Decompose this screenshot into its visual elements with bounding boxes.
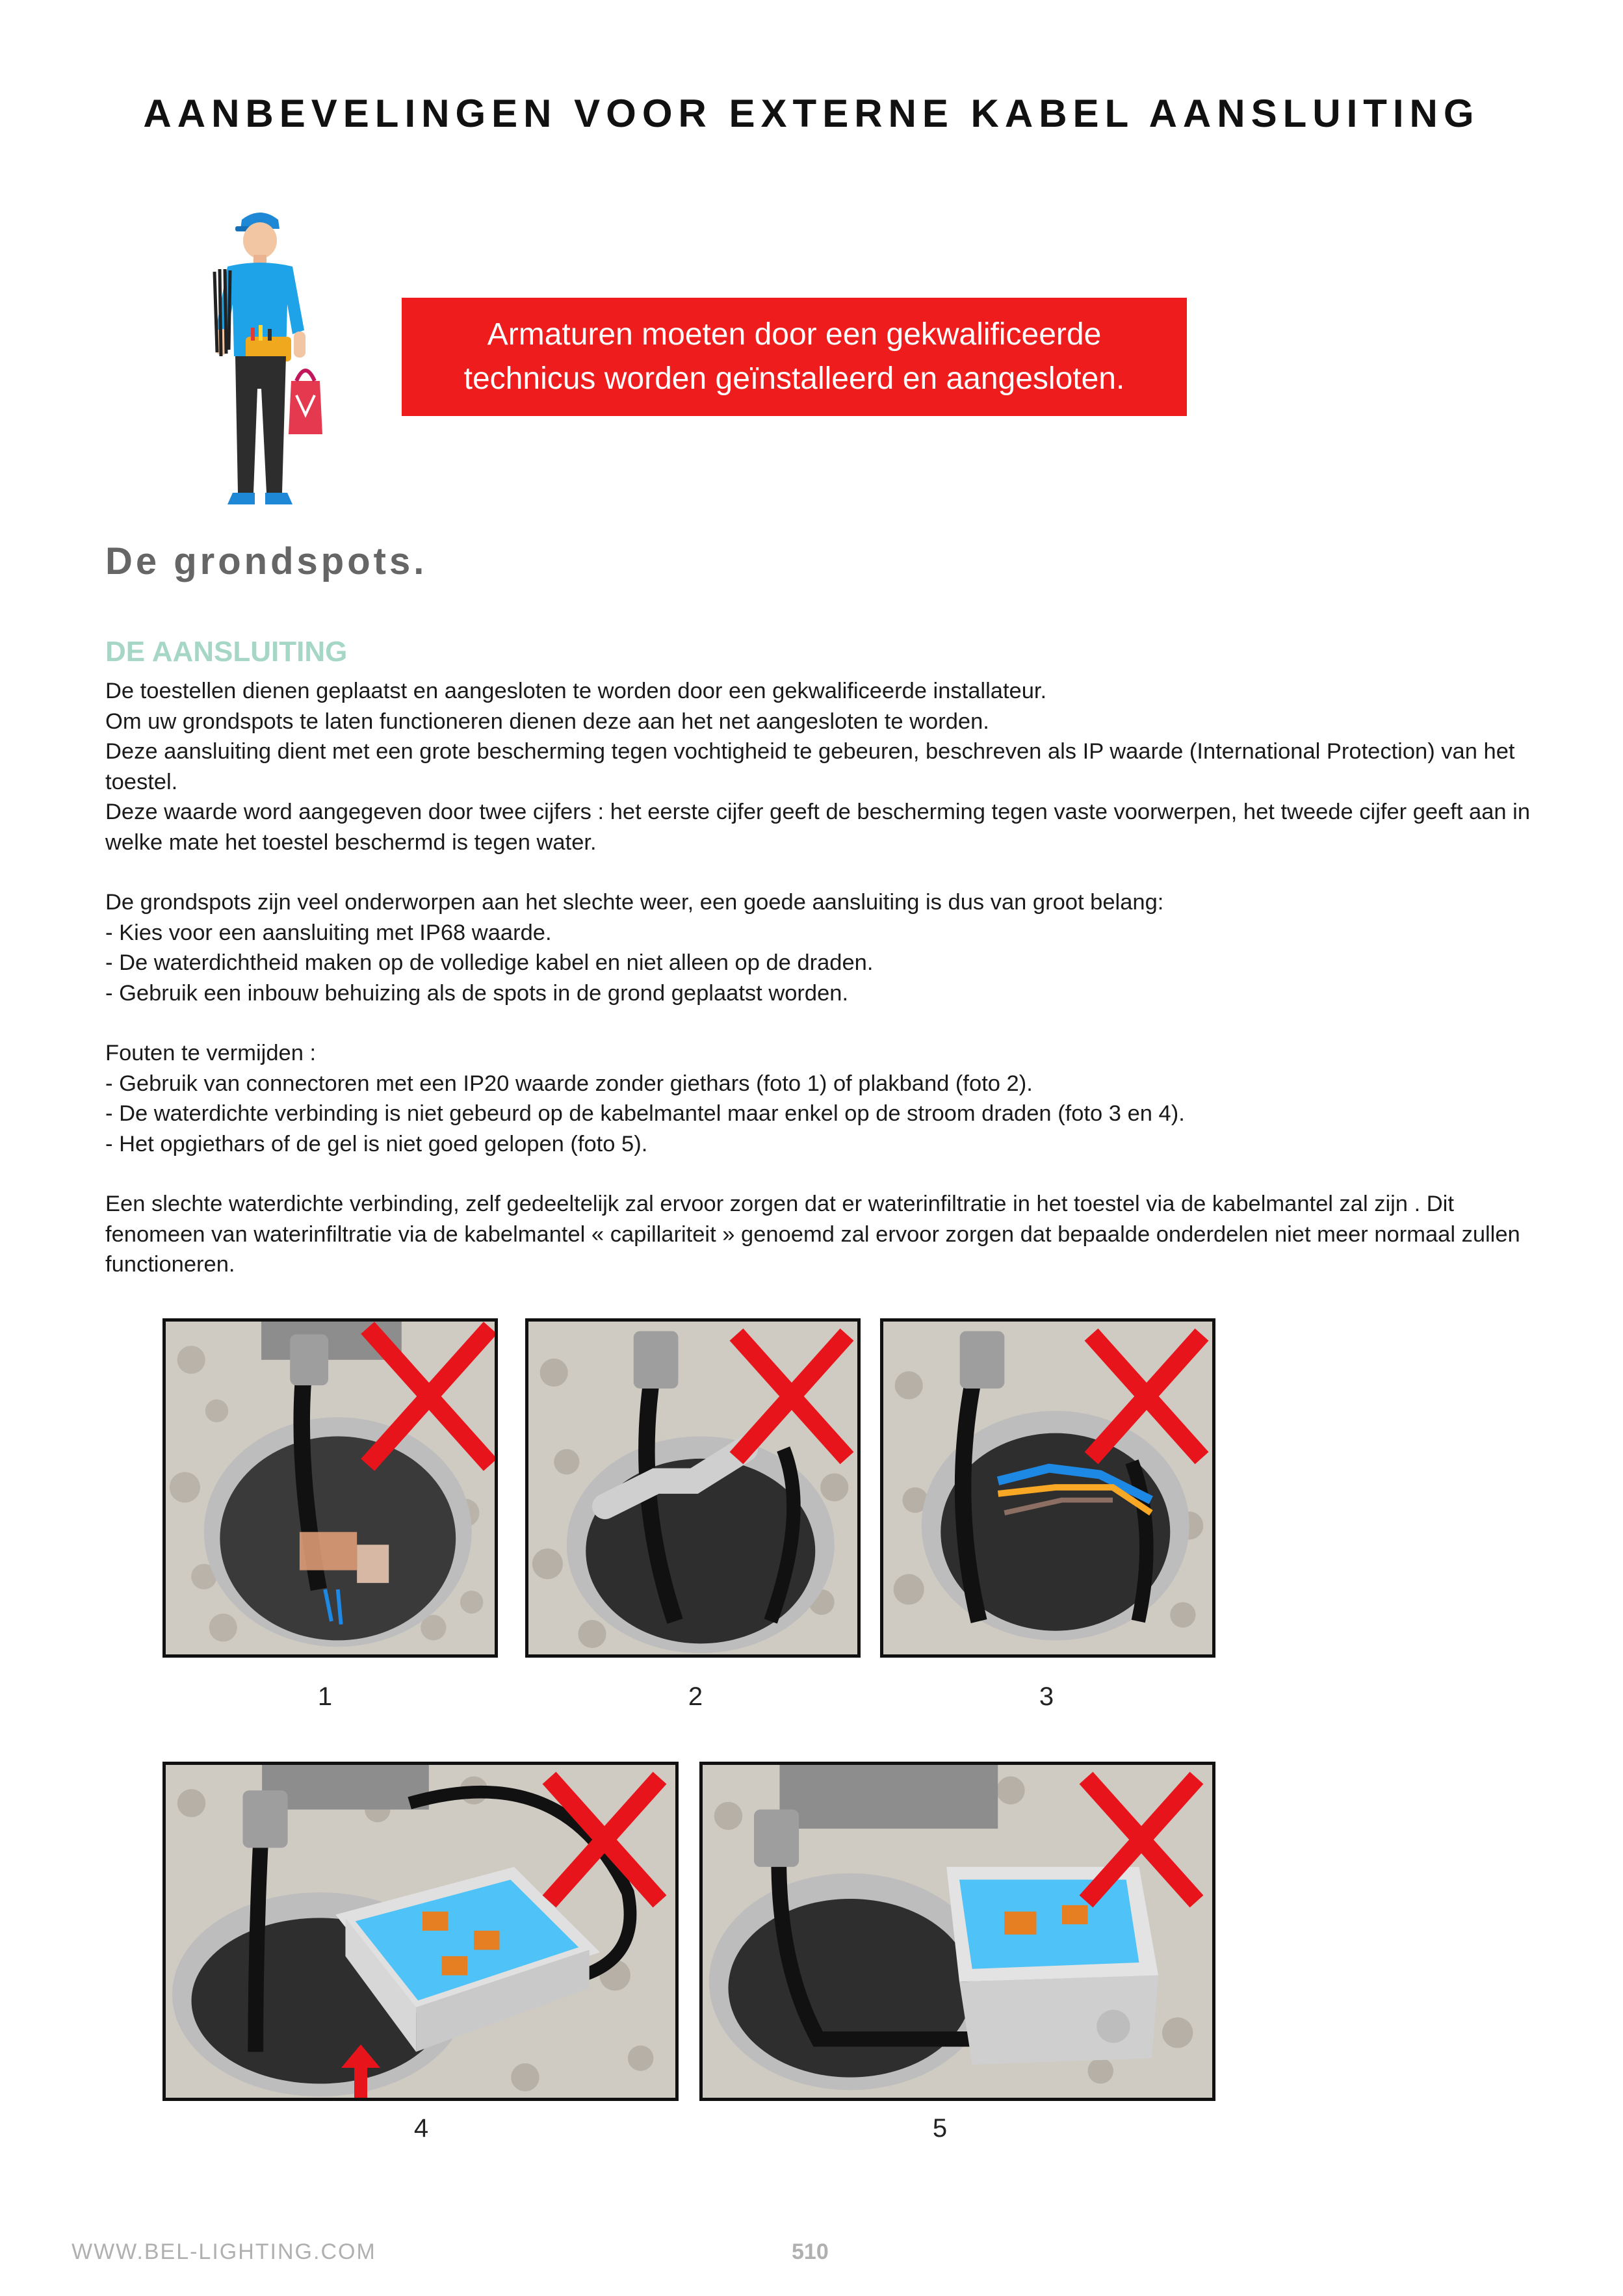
subheading: DE AANSLUITING bbox=[105, 636, 348, 668]
paragraph: Deze waarde word aangegeven door twee cijfers : het eerste cijfer geeft de bescherming tegen vaste voorwerpen, het tweede cijfer geeft aan in welke mate het toestel beschermd is tegen water. bbox=[105, 800, 1531, 855]
list-item: - Het opgiethars of de gel is niet goed gelopen (foto 5). bbox=[105, 1131, 648, 1156]
banner-line-1: Armaturen moeten door een gekwalificeerde bbox=[487, 317, 1102, 352]
list-item: - Gebruik een inbouw behuizing als de spots in de grond geplaatst worden. bbox=[105, 980, 849, 1006]
body-text bbox=[105, 676, 1542, 1280]
error-cross-icon bbox=[530, 1765, 679, 1914]
photo-caption: 3 bbox=[1039, 1682, 1054, 1711]
photo-5 bbox=[699, 1762, 1215, 2101]
error-cross-icon bbox=[1078, 1322, 1215, 1471]
paragraph: De toestellen dienen geplaatst en aangesloten te worden door een gekwalificeerde installateur. bbox=[105, 679, 1047, 703]
photo-4 bbox=[162, 1762, 679, 2101]
photo-caption: 4 bbox=[413, 2114, 429, 2143]
error-cross-icon bbox=[723, 1322, 860, 1471]
photo-1 bbox=[162, 1318, 498, 1658]
page-number: 510 bbox=[792, 2239, 829, 2264]
section-title: De grondspots. bbox=[105, 540, 428, 582]
photo-caption: 2 bbox=[688, 1682, 703, 1711]
arrow-up-icon bbox=[341, 2044, 380, 2101]
list-item: - De waterdichte verbinding is niet gebeurd op de kabelmantel maar enkel op de stroom draden (foto 3 en 4). bbox=[105, 1101, 1185, 1126]
errors-intro: Fouten te vermijden : bbox=[105, 1041, 317, 1065]
page-title: AANBEVELINGEN VOOR EXTERNE KABEL AANSLUITING bbox=[143, 92, 1480, 135]
paragraph: Om uw grondspots te laten functioneren dienen deze aan het net aangesloten te worden. bbox=[105, 709, 989, 734]
banner-line-2: technicus worden geïnstalleerd en aangesloten. bbox=[463, 361, 1125, 396]
error-cross-icon bbox=[1067, 1765, 1215, 1914]
photo-caption: 1 bbox=[317, 1682, 333, 1711]
paragraph: Deze aansluiting dient met een grote bescherming tegen vochtigheid te gebeuren, beschreven als IP waarde (International Protection) van het toestel. bbox=[105, 739, 1515, 794]
list-item: - Kies voor een aansluiting met IP68 waarde. bbox=[105, 920, 552, 945]
error-cross-icon bbox=[361, 1322, 497, 1471]
weather-intro: De grondspots zijn veel onderworpen aan het slechte weer, een goede aansluiting is dus van groot belang: bbox=[105, 890, 1164, 915]
photo-caption: 5 bbox=[932, 2114, 948, 2143]
list-item: - Gebruik van connectoren met een IP20 waarde zonder giethars (foto 1) of plakband (foto 2). bbox=[105, 1071, 1033, 1096]
technician-illustration bbox=[195, 207, 325, 512]
conclusion: Een slechte waterdichte verbinding, zelf gedeeltelijk zal ervoor zorgen dat er waterinfiltratie in het toestel via de kabelmantel zal zijn . Dit fenomeen van waterinfiltratie via de kabelmantel « capillariteit » genoemd zal ervoor zorgen dat bepaalde onderdelen niet meer normaal zullen functioneren. bbox=[105, 1192, 1520, 1277]
warning-banner bbox=[402, 298, 1187, 416]
list-item: - De waterdichtheid maken op de volledige kabel en niet alleen op de draden. bbox=[105, 950, 874, 975]
footer-url[interactable]: WWW.BEL-LIGHTING.COM bbox=[71, 2239, 376, 2264]
photo-3 bbox=[880, 1318, 1215, 1658]
photo-2 bbox=[525, 1318, 861, 1658]
